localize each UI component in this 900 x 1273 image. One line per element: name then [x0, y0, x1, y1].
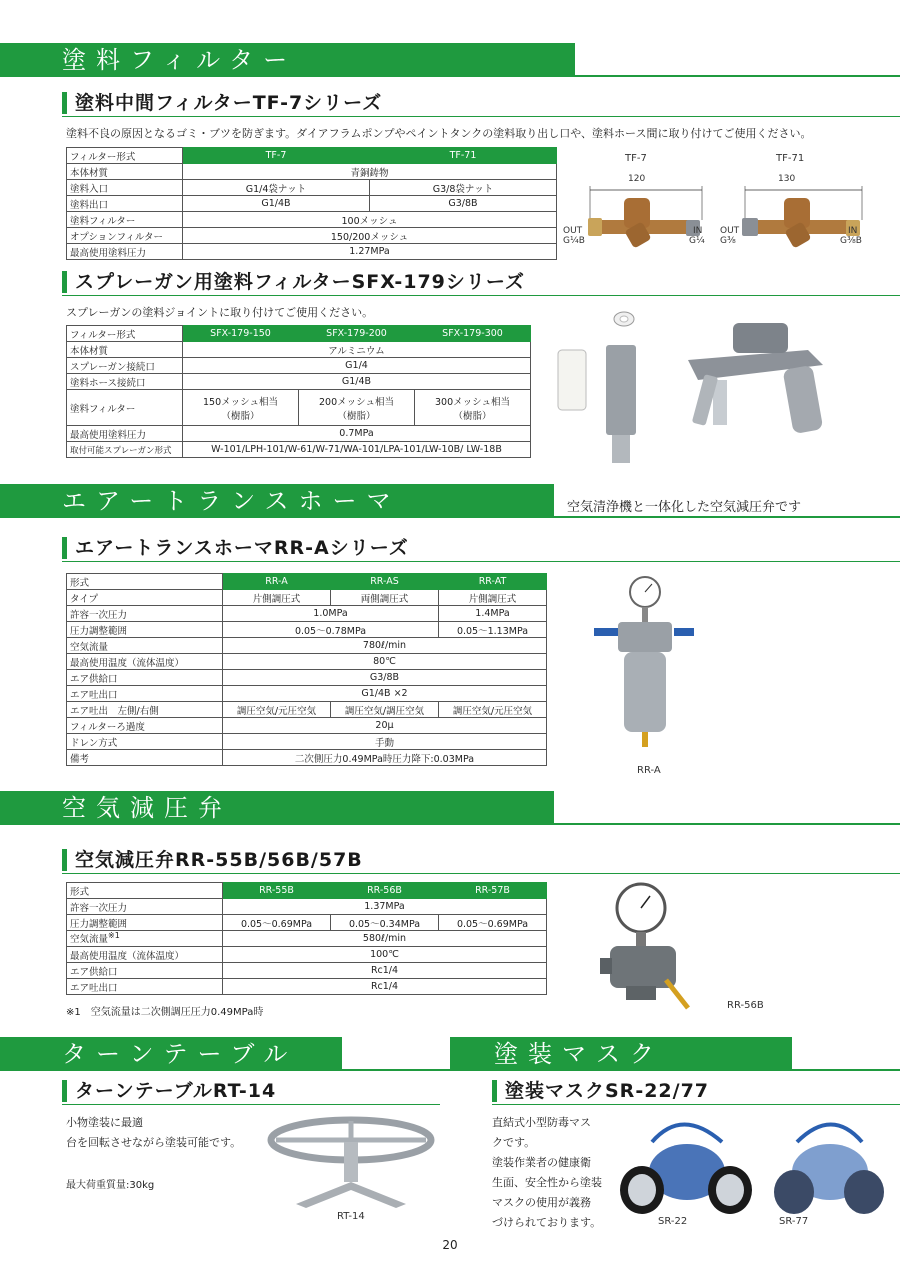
table-row	[67, 244, 557, 260]
section-band-turntable: ターンテーブル	[0, 1037, 342, 1071]
rr56b-caption: RR-56B	[727, 1000, 764, 1011]
table-row	[67, 622, 547, 638]
row-value: 20μ	[223, 718, 547, 734]
table-row	[67, 899, 547, 915]
table-row	[67, 915, 547, 931]
subhead-rule	[492, 1104, 900, 1105]
row-label: 備考	[67, 750, 223, 766]
row-value: Rc1/4	[223, 963, 547, 979]
row-value: G1/4袋ナット	[183, 180, 370, 196]
row-label: 塗料フィルター	[67, 212, 183, 228]
tf7-description: 塗料不良の原因となるゴミ・ブツを防ぎます。ダイアフラムポンプやペイントタンクの塗料取り出し口や、塗料ホース間に取り付けてご使用ください。	[66, 127, 812, 140]
fig-label-tf71: TF-71	[776, 153, 805, 164]
band-rule	[342, 1069, 450, 1071]
row-value: 1.0MPa	[223, 606, 439, 622]
row-value: 580ℓ/min	[223, 931, 547, 947]
row-value: 780ℓ/min	[223, 638, 547, 654]
subhead-rule	[62, 295, 900, 296]
table-row	[67, 374, 531, 390]
subhead-rule	[62, 1104, 440, 1105]
mask-desc-line: づけられております。	[492, 1216, 602, 1229]
row-value: 0.05〜0.69MPa	[439, 915, 547, 931]
section-band-air-reducer: 空気減圧弁	[0, 791, 554, 825]
row-label: 塗料フィルター	[67, 390, 183, 426]
band-rule	[554, 823, 900, 825]
fig-out1b: G¹⁄₄B	[563, 236, 585, 246]
rr55-title: 空気減圧弁RR-55B/56B/57B	[62, 849, 363, 871]
rr55-spec-table	[66, 882, 547, 995]
row-label: 空気流量	[67, 638, 223, 654]
header-cell: 形式	[67, 574, 223, 590]
row-value: 80℃	[223, 654, 547, 670]
table-row	[67, 358, 531, 374]
subhead-rule	[62, 873, 900, 874]
row-value: 片側調圧式	[223, 590, 331, 606]
row-label: 本体材質	[67, 342, 183, 358]
table-header-row	[67, 148, 557, 164]
row-value: 1.37MPa	[223, 899, 547, 915]
dim-120: 120	[628, 174, 646, 184]
fig-out2: OUT	[720, 226, 740, 236]
header-cell: RR-55B	[223, 883, 331, 899]
row-label: エア供給口	[67, 670, 223, 686]
table-row	[67, 947, 547, 963]
air-tagline: 空気清浄機と一体化した空気減圧弁です	[567, 500, 802, 515]
table-header-row	[67, 883, 547, 899]
row-label: 塗料出口	[67, 196, 183, 212]
row-value: 調圧空気/元圧空気	[223, 702, 331, 718]
row-value: 調圧空気/調圧空気	[331, 702, 439, 718]
table-row	[67, 590, 547, 606]
header-cell: RR-AT	[439, 574, 547, 590]
section-band-mask: 塗装マスク	[450, 1037, 792, 1071]
row-label: ドレン方式	[67, 734, 223, 750]
mask-caption-sr22: SR-22	[658, 1216, 688, 1227]
header-cell: RR-56B	[331, 883, 439, 899]
mask-desc-line: 塗装作業者の健康衛	[492, 1156, 591, 1169]
sfx-description: スプレーガンの塗料ジョイントに取り付けてご使用ください。	[66, 306, 374, 319]
row-value: 手動	[223, 734, 547, 750]
tf-filter-figure	[562, 150, 900, 260]
header-cell: TF-7	[183, 148, 370, 164]
table-row	[67, 670, 547, 686]
row-value: 1.27MPa	[183, 244, 557, 260]
fig-out2b: G³⁄₈	[720, 236, 736, 246]
row-value: 0.05〜1.13MPa	[439, 622, 547, 638]
rra-illustration	[590, 572, 700, 757]
row-value: Rc1/4	[223, 979, 547, 995]
table-row	[67, 342, 531, 358]
table-row	[67, 718, 547, 734]
rr56b-illustration	[596, 880, 706, 1020]
row-value: 0.7MPa	[183, 426, 531, 442]
table-row	[67, 979, 547, 995]
row-value: G3/8B	[370, 196, 557, 212]
mask-caption-sr77: SR-77	[779, 1216, 809, 1227]
row-label: 最高使用塗料圧力	[67, 426, 183, 442]
sfx-spec-table	[66, 325, 531, 458]
row-label: 許容一次圧力	[67, 606, 223, 622]
mask-illustration	[612, 1112, 900, 1222]
row-label: 最高使用温度（流体温度）	[67, 654, 223, 670]
table-row	[67, 963, 547, 979]
row-label: フィルターろ過度	[67, 718, 223, 734]
row-value: 300メッシュ相当 （樹脂）	[415, 390, 531, 426]
row-label: タイプ	[67, 590, 223, 606]
table-row	[67, 180, 557, 196]
row-value: 150/200メッシュ	[183, 228, 557, 244]
row-value: 0.05〜0.69MPa	[223, 915, 331, 931]
subhead-rule	[62, 116, 900, 117]
band-rule	[575, 75, 900, 77]
fig-in2: IN	[848, 226, 858, 236]
header-cell: TF-71	[370, 148, 557, 164]
row-label: 圧力調整範囲	[67, 915, 223, 931]
row-label: オプションフィルター	[67, 228, 183, 244]
row-value: 片側調圧式	[439, 590, 547, 606]
mask-desc-line: 直結式小型防毒マス	[492, 1116, 591, 1129]
mask-desc-line: クです。	[492, 1136, 536, 1149]
rra-title: エアートランスホーマRR-Aシリーズ	[62, 537, 409, 559]
row-value: G1/4B ×2	[223, 686, 547, 702]
tf7-title: 塗料中間フィルターTF-7シリーズ	[62, 92, 382, 114]
row-value: 150メッシュ相当 （樹脂）	[183, 390, 299, 426]
table-header-row	[67, 574, 547, 590]
rra-caption: RR-A	[637, 765, 661, 776]
turntable-caption: RT-14	[337, 1211, 365, 1222]
row-label: 塗料入口	[67, 180, 183, 196]
page-number: 20	[442, 1238, 458, 1252]
dim-130: 130	[778, 174, 796, 184]
header-cell: フィルター形式	[67, 148, 183, 164]
table-row	[67, 606, 547, 622]
row-label: エア吐出口	[67, 686, 223, 702]
row-value: G1/4B	[183, 374, 531, 390]
table-row	[67, 212, 557, 228]
sfx-illustration	[548, 305, 900, 470]
row-label: エア供給口	[67, 963, 223, 979]
table-row	[67, 228, 557, 244]
section-band-air-transformer: エアートランスホーマ	[0, 484, 554, 518]
band-rule	[792, 1069, 900, 1071]
tf7-spec-table	[66, 147, 557, 260]
table-row	[67, 442, 531, 458]
row-label: 許容一次圧力	[67, 899, 223, 915]
row-label: 最高使用温度（流体温度）	[67, 947, 223, 963]
header-cell: 形式	[67, 883, 223, 899]
mask-desc-line: マスクの使用が義務	[492, 1196, 591, 1209]
table-row	[67, 686, 547, 702]
header-cell: RR-AS	[331, 574, 439, 590]
fig-out1: OUT	[563, 226, 583, 236]
header-cell: SFX-179-150	[183, 326, 299, 342]
header-cell: RR-A	[223, 574, 331, 590]
fig-in2b: G³⁄₈B	[840, 236, 862, 246]
header-cell: フィルター形式	[67, 326, 183, 342]
table-row	[67, 164, 557, 180]
row-value: G3/8B	[223, 670, 547, 686]
section-band-paint-filter: 塗料フィルター	[0, 43, 575, 77]
table-row	[67, 931, 547, 947]
header-cell: SFX-179-300	[415, 326, 531, 342]
row-value: 200メッシュ相当 （樹脂）	[299, 390, 415, 426]
sfx-title: スプレーガン用塗料フィルターSFX-179シリーズ	[62, 271, 525, 293]
table-header-row	[67, 326, 531, 342]
row-value: G3/8袋ナット	[370, 180, 557, 196]
fig-in1: IN	[693, 226, 703, 236]
rr55-footnote: ※1 空気流量は二次側調圧圧力0.49MPa時	[66, 1007, 264, 1018]
row-value: W-101/LPH-101/W-61/W-71/WA-101/LPA-101/LW-10B/ LW-18B	[183, 442, 531, 458]
row-label: 塗料ホース接続口	[67, 374, 183, 390]
header-cell: SFX-179-200	[299, 326, 415, 342]
table-row	[67, 390, 531, 426]
table-row	[67, 654, 547, 670]
row-label: 空気流量$^{※1}$	[67, 931, 223, 947]
band-rule	[554, 516, 900, 518]
turntable-title: ターンテーブルRT-14	[62, 1080, 276, 1102]
turntable-illustration	[266, 1112, 436, 1212]
row-label: スプレーガン接続口	[67, 358, 183, 374]
mask-title: 塗装マスクSR-22/77	[492, 1080, 709, 1102]
rra-spec-table	[66, 573, 547, 766]
mask-description	[492, 1113, 602, 1233]
table-row	[67, 734, 547, 750]
row-label: 最高使用塗料圧力	[67, 244, 183, 260]
row-value: 二次側圧力0.49MPa時圧力降下:0.03MPa	[223, 750, 547, 766]
row-value: 0.05〜0.78MPa	[223, 622, 439, 638]
subhead-rule	[62, 561, 900, 562]
row-label: 取付可能スプレーガン形式	[67, 442, 183, 458]
row-value: アルミニウム	[183, 342, 531, 358]
row-value: 1.4MPa	[439, 606, 547, 622]
table-row	[67, 638, 547, 654]
table-row	[67, 426, 531, 442]
fig-in1b: G¹⁄₄	[689, 236, 705, 246]
row-value: G1/4	[183, 358, 531, 374]
table-row	[67, 750, 547, 766]
header-cell: RR-57B	[439, 883, 547, 899]
row-label: エア吐出 左側/右側	[67, 702, 223, 718]
row-value: 両側調圧式	[331, 590, 439, 606]
row-label: 本体材質	[67, 164, 183, 180]
turntable-desc-2: 台を回転させながら塗装可能です。	[66, 1136, 242, 1149]
row-value: 調圧空気/元圧空気	[439, 702, 547, 718]
row-value: G1/4B	[183, 196, 370, 212]
table-row	[67, 702, 547, 718]
row-label: 圧力調整範囲	[67, 622, 223, 638]
turntable-desc-1: 小物塗装に最適	[66, 1116, 143, 1129]
mask-desc-line: 生面、安全性から塗装	[492, 1176, 602, 1189]
row-value: 100メッシュ	[183, 212, 557, 228]
fig-label-tf7: TF-7	[625, 153, 647, 164]
row-value: 100℃	[223, 947, 547, 963]
turntable-load: 最大荷重質量:30kg	[66, 1180, 155, 1191]
row-value: 0.05〜0.34MPa	[331, 915, 439, 931]
row-label: エア吐出口	[67, 979, 223, 995]
row-value: 青銅鋳物	[183, 164, 557, 180]
table-row	[67, 196, 557, 212]
